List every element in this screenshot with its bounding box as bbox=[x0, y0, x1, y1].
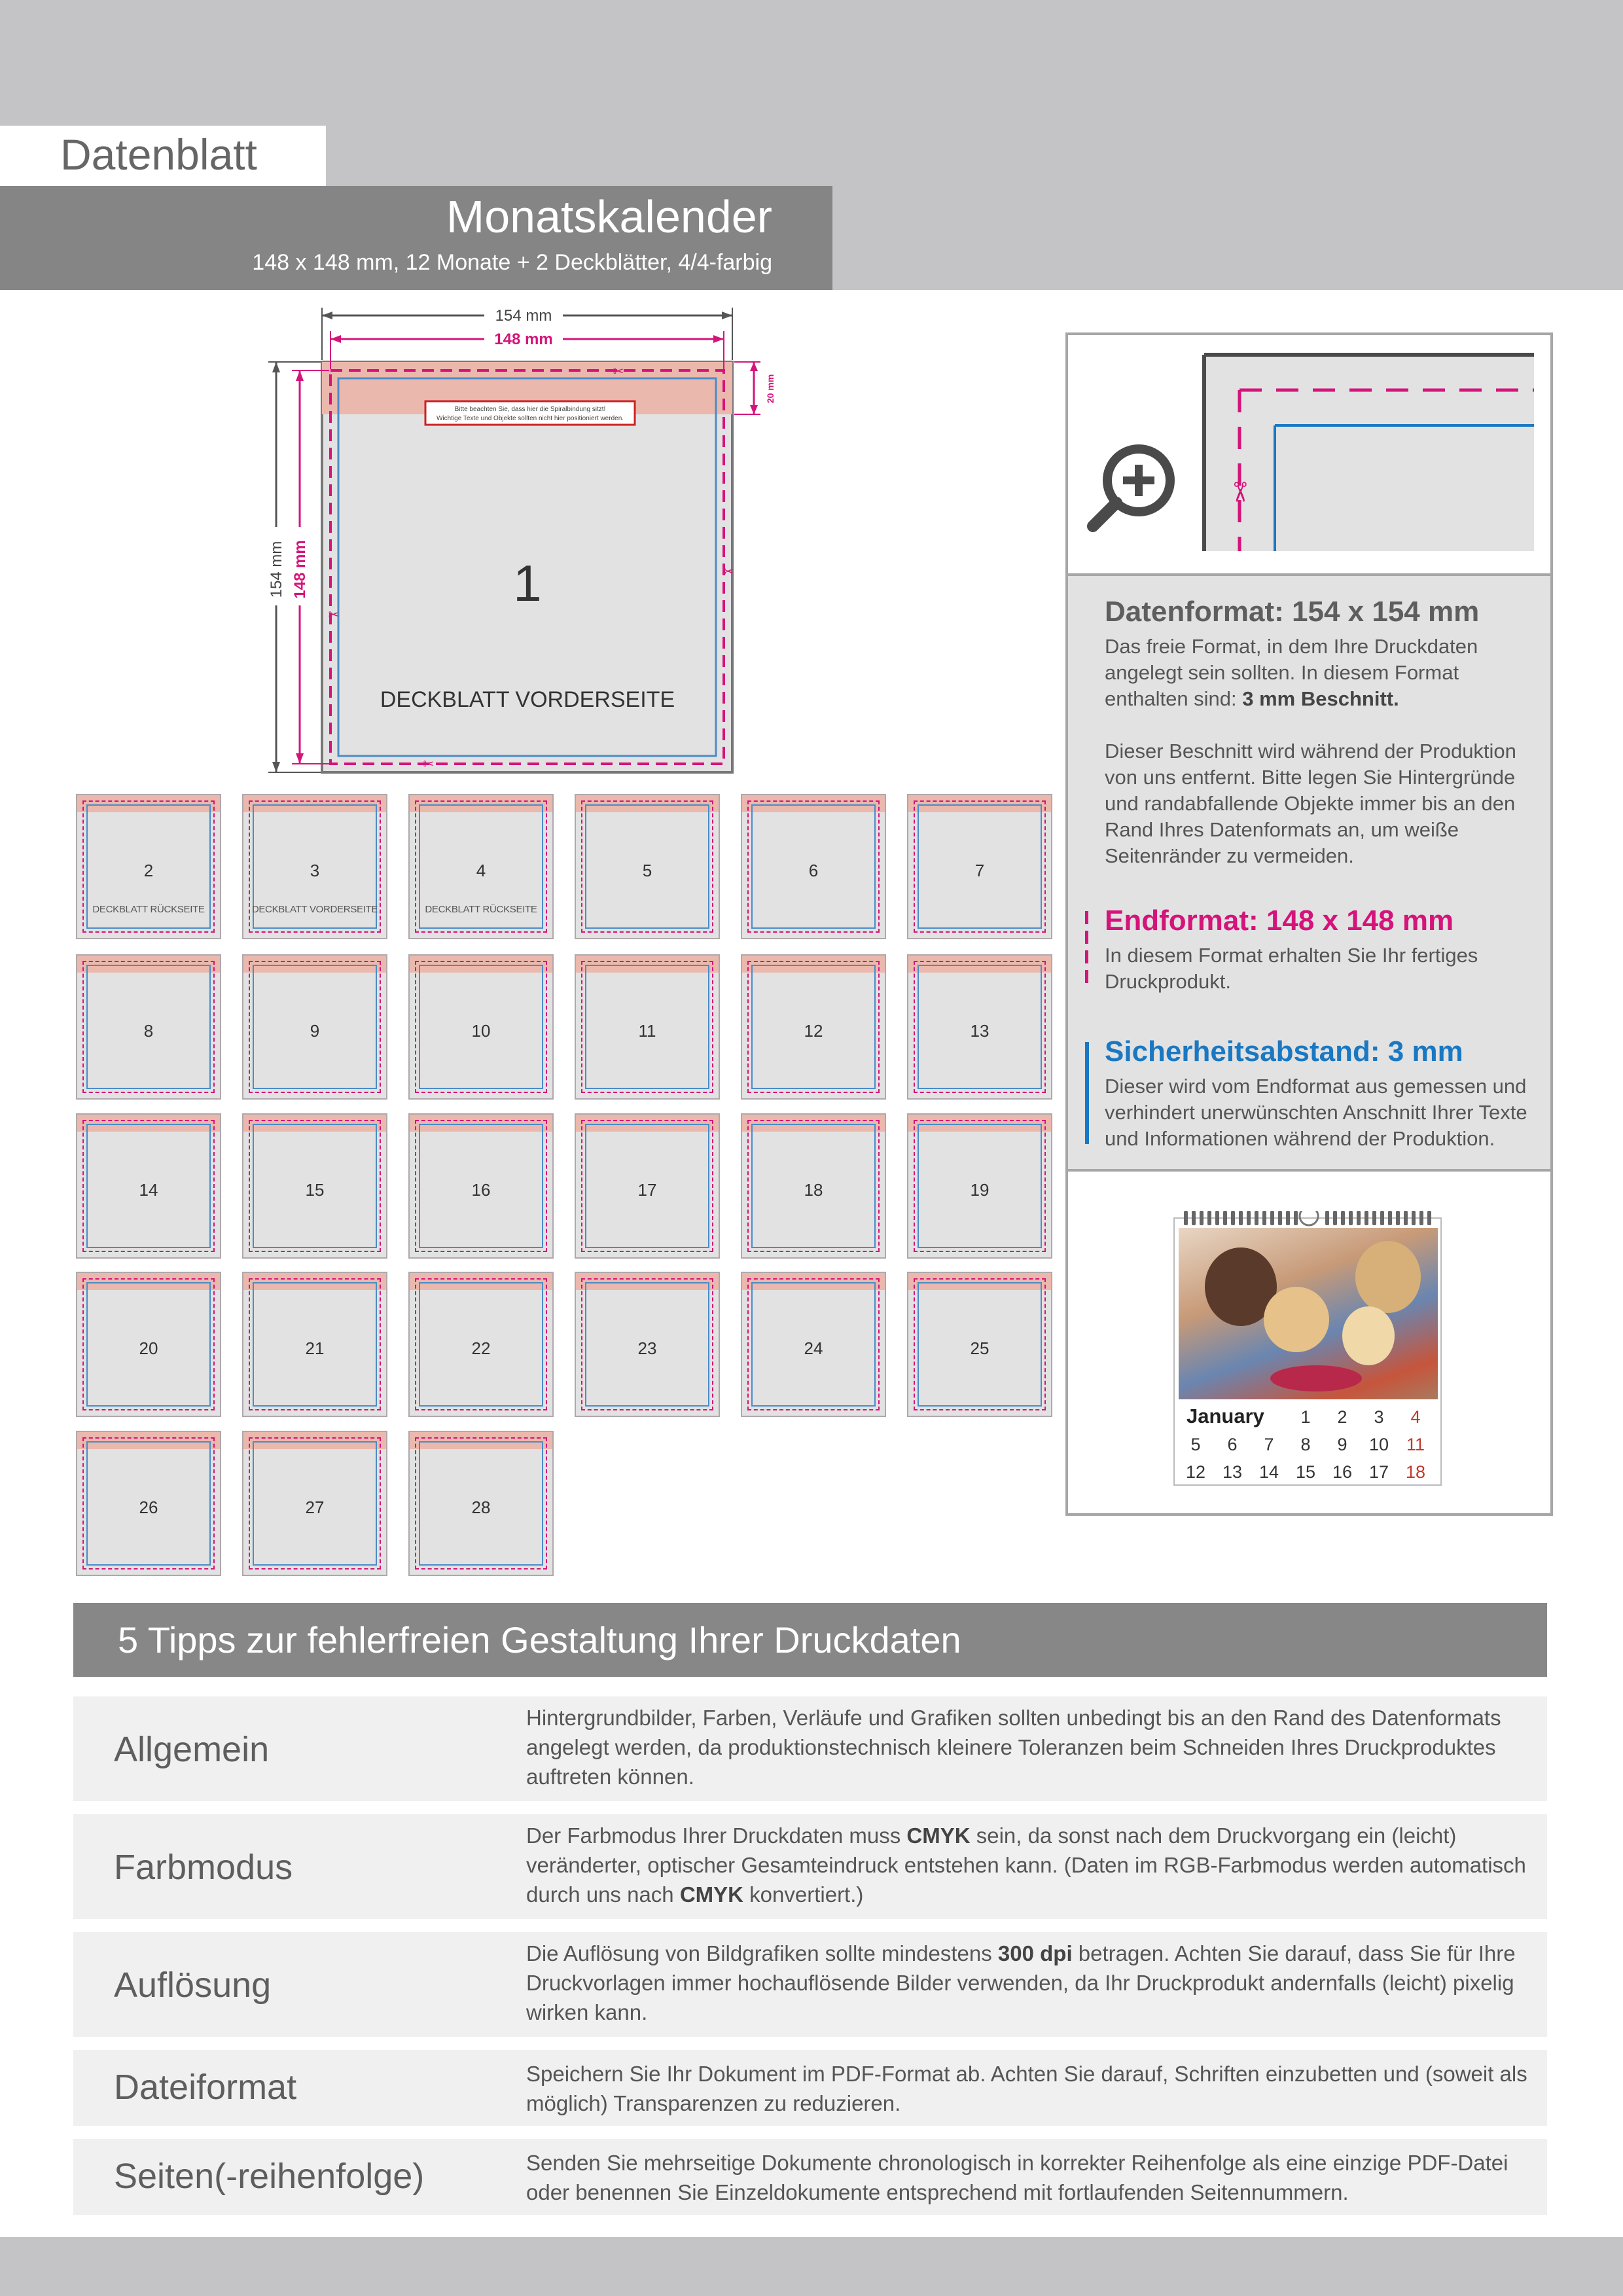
calendar-day: 4 bbox=[1410, 1407, 1421, 1427]
thumbnail-number: 27 bbox=[305, 1498, 325, 1517]
thumbnail-number: 2 bbox=[143, 861, 154, 880]
thumbnail-number: 15 bbox=[305, 1180, 325, 1200]
thumbnail-number: 17 bbox=[637, 1180, 657, 1200]
page-thumbnail bbox=[242, 1272, 387, 1417]
outer-height-label: 154 mm bbox=[268, 541, 285, 598]
page-thumbnail bbox=[741, 954, 886, 1100]
thumbnail-number: 7 bbox=[974, 861, 985, 880]
sicherheit-text: Dieser wird vom Endformat aus gemessen und verhindert unerwünschten Anschnitt Ihrer Texte und Informationen während der Produktion. bbox=[1105, 1075, 1527, 1150]
tip-label: Dateiformat bbox=[114, 2068, 297, 2107]
thumbnail-number: 28 bbox=[471, 1498, 491, 1517]
thumbnail-number: 9 bbox=[310, 1021, 320, 1041]
page-thumbnail bbox=[76, 1272, 221, 1417]
cover-page-number: 1 bbox=[513, 554, 542, 612]
page-thumbnail bbox=[907, 1113, 1052, 1259]
endformat-text: In diesem Format erhalten Sie Ihr fertiges Druckprodukt. bbox=[1105, 944, 1478, 993]
calendar-day: 14 bbox=[1258, 1462, 1279, 1482]
tip-label: Allgemein bbox=[114, 1730, 270, 1769]
page-title: Monatskalender bbox=[446, 191, 772, 242]
page-thumbnail bbox=[741, 1113, 886, 1259]
tip-label: Auflösung bbox=[114, 1965, 272, 2005]
page-thumbnail bbox=[575, 1113, 720, 1259]
thumbnail-number: 4 bbox=[476, 861, 486, 880]
thumbnail-number: 12 bbox=[804, 1021, 823, 1041]
corner-format-area bbox=[1204, 355, 1534, 551]
calendar-day: 16 bbox=[1332, 1462, 1353, 1482]
calendar-day: 15 bbox=[1295, 1462, 1316, 1482]
cover-diagram bbox=[262, 308, 798, 779]
magnifier-plus-icon bbox=[1093, 449, 1170, 526]
calendar-preview bbox=[1068, 1172, 1550, 1513]
zoom-detail bbox=[1068, 335, 1550, 573]
calendar-day: 17 bbox=[1368, 1462, 1389, 1482]
scissors-icon: ✂ bbox=[1224, 480, 1256, 504]
datasheet-tab-label: Datenblatt bbox=[60, 130, 257, 179]
family-photo bbox=[1179, 1228, 1438, 1399]
tip-row-seiten bbox=[73, 2139, 1547, 2215]
trim-height-label: 148 mm bbox=[291, 540, 309, 599]
thumbnail-number: 11 bbox=[638, 1021, 656, 1041]
page-thumbnail bbox=[575, 1272, 720, 1417]
calendar-day: 10 bbox=[1368, 1435, 1389, 1454]
title-box bbox=[0, 186, 832, 290]
tip-text: Senden Sie mehrseitige Dokumente chronologisch in korrekter Reihenfolge als eine einzige PDF-Datei oder benennen Sie Einzeldokumente entsprechend mit fortlaufenden Seitennummern. bbox=[526, 2151, 1508, 2204]
page-subtitle: 148 x 148 mm, 12 Monate + 2 Deckblätter, 4/4-farbig bbox=[252, 250, 772, 275]
binding-height-label: 20 mm bbox=[765, 374, 776, 404]
thumbnail-number: 10 bbox=[471, 1021, 491, 1041]
page-thumbnail bbox=[575, 794, 720, 939]
thumbnail-number: 19 bbox=[970, 1180, 990, 1200]
page-thumbnail bbox=[907, 794, 1052, 939]
page-thumbnail bbox=[76, 954, 221, 1100]
sicherheit-title: Sicherheitsabstand: 3 mm bbox=[1105, 1035, 1463, 1067]
safety-indicator bbox=[1085, 1042, 1089, 1144]
page-thumbnail bbox=[242, 1113, 387, 1259]
thumbnail-label: DECKBLATT RÜCKSEITE bbox=[425, 904, 537, 915]
scissors-icon: ✂ bbox=[613, 363, 624, 379]
datenformat-text: Das freie Format, in dem Ihre Druckdaten angelegt sein sollten. In diesem Format enthalten sind: 3 mm Beschnitt. bbox=[1105, 635, 1478, 710]
thumbnail-number: 22 bbox=[471, 1338, 491, 1358]
calendar-day: 12 bbox=[1185, 1462, 1206, 1482]
tip-text: Hintergrundbilder, Farben, Verläufe und Grafiken sollten unbedingt bis an den Rand des Datenformats angelegt werden, da produktionstechnisch kleinere Toleranzen beim Schneiden Ihres Druckproduktes auftreten können. bbox=[526, 1706, 1501, 1789]
thumbnail-number: 18 bbox=[804, 1180, 823, 1200]
tip-label: Farbmodus bbox=[114, 1848, 293, 1887]
calendar-day: 1 bbox=[1300, 1407, 1311, 1427]
datenformat-title: Datenformat: 154 x 154 mm bbox=[1105, 596, 1480, 628]
thumbnail-number: 8 bbox=[143, 1021, 154, 1041]
calendar-day: 9 bbox=[1337, 1435, 1347, 1454]
scissors-icon: ✂ bbox=[722, 564, 734, 579]
calendar-day: 5 bbox=[1190, 1435, 1201, 1454]
page-thumbnail bbox=[575, 954, 720, 1100]
thumbnail-number: 13 bbox=[970, 1021, 990, 1041]
calendar-day: 3 bbox=[1374, 1407, 1384, 1427]
thumbnail-number: 3 bbox=[310, 861, 320, 880]
scissors-icon: ✂ bbox=[328, 607, 340, 622]
page-thumbnail bbox=[408, 954, 554, 1100]
tip-text: Speichern Sie Ihr Dokument im PDF-Format ab. Achten Sie darauf, Schriften einzubetten und (soweit als möglich) Transparenzen zu reduzieren. bbox=[526, 2062, 1527, 2115]
thumbnail-label: DECKBLATT RÜCKSEITE bbox=[92, 904, 205, 915]
page-thumbnail bbox=[242, 954, 387, 1100]
thumbnail-number: 5 bbox=[642, 861, 652, 880]
tip-row-dateiformat bbox=[73, 2050, 1547, 2126]
calendar-day: 2 bbox=[1337, 1407, 1347, 1427]
tip-row-farbmodus bbox=[73, 1814, 1547, 1919]
footer-band bbox=[0, 2237, 1623, 2296]
page-thumbnail bbox=[76, 794, 221, 939]
cover-page-label: DECKBLATT VORDERSEITE bbox=[380, 687, 675, 712]
thumbnail-number: 14 bbox=[139, 1180, 158, 1200]
thumbnail-number: 16 bbox=[471, 1180, 491, 1200]
tip-label: Seiten(-reihenfolge) bbox=[114, 2157, 425, 2196]
page-thumbnail bbox=[907, 1272, 1052, 1417]
thumbnail-number: 21 bbox=[305, 1338, 325, 1358]
tip-text: Die Auflösung von Bildgrafiken sollte mindestens 300 dpi betragen. Achten Sie darauf, dass Sie für Ihre Druckvorlagen immer hochauflösende Bilder verwenden, da Ihr Druckprodukt andernfalls (leicht) pixelig wirken kann. bbox=[526, 1941, 1516, 2024]
datasheet-tab bbox=[0, 126, 326, 186]
outer-width-label: 154 mm bbox=[495, 308, 552, 325]
thumbnail-number: 6 bbox=[808, 861, 819, 880]
page-thumbnail bbox=[408, 794, 554, 939]
endformat-title: Endformat: 148 x 148 mm bbox=[1105, 905, 1454, 937]
page-thumbnail bbox=[907, 954, 1052, 1100]
scissors-icon: ✂ bbox=[423, 756, 435, 772]
calendar-day: 18 bbox=[1405, 1462, 1426, 1482]
page-thumbnail bbox=[741, 1272, 886, 1417]
page-thumbnail bbox=[408, 1272, 554, 1417]
binding-note-line-1: Bitte beachten Sie, dass hier die Spiralbindung sitzt! bbox=[454, 406, 606, 413]
calendar-day: 8 bbox=[1300, 1435, 1311, 1454]
thumbnail-number: 25 bbox=[970, 1338, 990, 1358]
tips-heading: 5 Tipps zur fehlerfreien Gestaltung Ihrer Druckdaten bbox=[73, 1603, 1547, 1677]
spiral-binding bbox=[1181, 1211, 1436, 1227]
page-thumbnail bbox=[76, 1431, 221, 1576]
tip-row-allgemein bbox=[73, 1696, 1547, 1801]
format-info bbox=[1068, 573, 1550, 1172]
calendar-day: 13 bbox=[1222, 1462, 1243, 1482]
datenformat-text-2: Dieser Beschnitt wird während der Produktion von uns entfernt. Bitte legen Sie Hintergründe und randabfallende Objekte immer bis an den Rand Ihres Datenformats an, um weiße Seitenränder zu vermeiden. bbox=[1105, 740, 1516, 867]
trim-indicator bbox=[1085, 911, 1088, 988]
thumbnail-number: 24 bbox=[804, 1338, 823, 1358]
tip-text: Der Farbmodus Ihrer Druckdaten muss CMYK sein, da sonst nach dem Druckvorgang ein (leicht) veränderter, optischer Gesamteindruck entstehen kann. (Daten im RGB-Farbmodus werden automatisch durch uns nach CMYK konvertiert.) bbox=[526, 1823, 1526, 1907]
page-thumbnail bbox=[76, 1113, 221, 1259]
thumbnail-number: 26 bbox=[139, 1498, 158, 1517]
thumbnail-label: DECKBLATT VORDERSEITE bbox=[251, 904, 378, 915]
page-thumbnail bbox=[242, 1431, 387, 1576]
binding-note-line-2: Wichtige Texte und Objekte sollten nicht hier positioniert werden. bbox=[436, 415, 624, 422]
page-thumbnail bbox=[741, 794, 886, 939]
calendar-illustration bbox=[1173, 1217, 1442, 1486]
trim-width-label: 148 mm bbox=[494, 331, 553, 348]
page-thumbnail bbox=[408, 1113, 554, 1259]
calendar-day: 7 bbox=[1264, 1435, 1274, 1454]
calendar-day: 11 bbox=[1406, 1435, 1425, 1454]
calendar-month: January bbox=[1186, 1405, 1264, 1427]
tip-row-aufloesung bbox=[73, 1932, 1547, 2037]
thumbnail-number: 23 bbox=[637, 1338, 657, 1358]
page-thumbnail bbox=[408, 1431, 554, 1576]
info-panel bbox=[1065, 332, 1553, 1516]
page-thumbnail bbox=[242, 794, 387, 939]
calendar-day: 6 bbox=[1227, 1435, 1238, 1454]
thumbnail-number: 20 bbox=[139, 1338, 158, 1358]
